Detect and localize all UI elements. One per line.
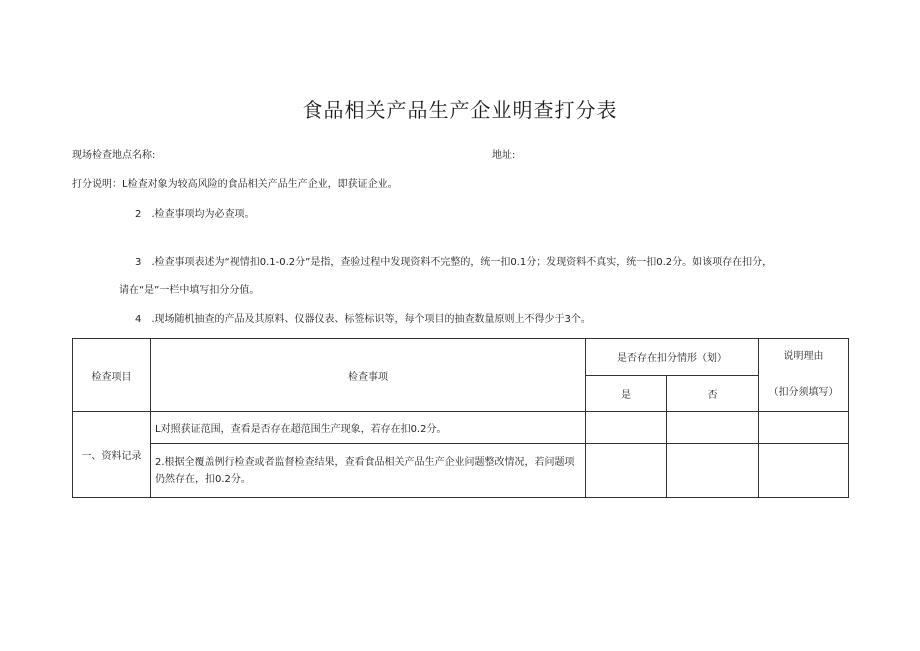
- header-reason-line2: （扣分须填写）: [768, 387, 839, 398]
- instruction-item-3-cont: 请在“是”一栏中填写扣分分值。: [119, 285, 260, 296]
- yes-cell-2[interactable]: [586, 444, 667, 498]
- reason-cell-2[interactable]: [759, 444, 849, 498]
- header-yes: 是: [586, 375, 667, 412]
- header-deduction: 是否存在扣分情形（划）: [586, 339, 759, 376]
- instruction-item-3: 3 .检查事项表述为“视情扣0.1-0.2分”是指，查验过程中发现资料不完整的，统一扣0.1分；发现资料不真实，统一扣0.2分。如该项存在扣分，: [135, 257, 773, 268]
- no-cell-2[interactable]: [667, 444, 759, 498]
- page-title: 食品相关产品生产企业明查打分表: [302, 98, 618, 122]
- yes-cell-1[interactable]: [586, 412, 667, 444]
- scoring-table: [72, 338, 849, 498]
- header-check-item: 检查项目: [73, 339, 151, 412]
- no-cell-1[interactable]: [667, 412, 759, 444]
- check-matter-2: 2.根据全覆盖例行检查或者监督检查结果，查看食品相关产品生产企业问题整改情况，若问题项仍然存在，扣0.2分。: [151, 444, 586, 498]
- check-matter-1: L对照获证范围，查看是否存在超范围生产现象，若存在扣0.2分。: [151, 412, 586, 444]
- category-cell: 一、资料记录: [73, 412, 151, 498]
- inspection-place-label: 现场检查地点名称:: [72, 150, 156, 161]
- header-reason: [759, 339, 849, 412]
- instruction-item-2: 2 .检查事项均为必查项。: [135, 209, 255, 220]
- header-no: 否: [667, 375, 759, 412]
- instruction-item-1: 打分说明：L检查对象为较高风险的食品相关产品生产企业，即获证企业。: [72, 179, 398, 190]
- instruction-item-4: 4 .现场随机抽查的产品及其原料、仪器仪表、标签标识等，每个项目的抽查数量原则上不得少于3个。: [135, 314, 591, 325]
- header-check-matter: 检查事项: [151, 339, 586, 412]
- reason-cell-1[interactable]: [759, 412, 849, 444]
- header-reason-line1: 说明理由: [783, 351, 824, 362]
- address-label: 地址:: [492, 150, 516, 161]
